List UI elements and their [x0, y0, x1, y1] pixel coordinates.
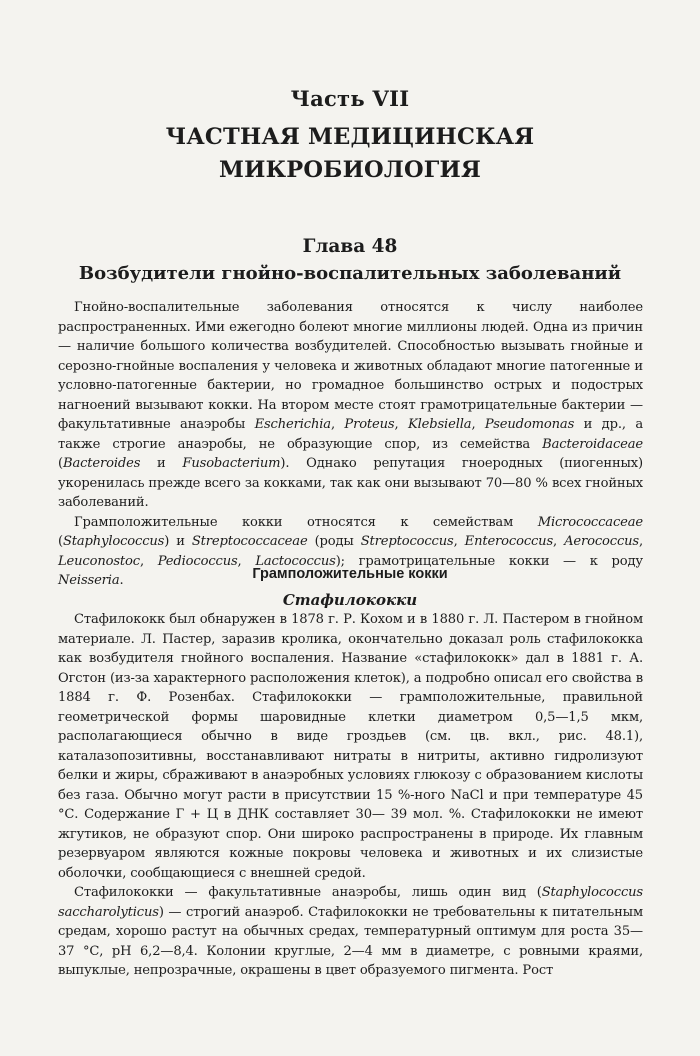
- part-title-line2: МИКРОБИОЛОГИЯ: [219, 157, 481, 183]
- part-title-line1: ЧАСТНАЯ МЕДИЦИНСКАЯ: [165, 124, 535, 150]
- chapter-label: Глава 48: [302, 236, 398, 257]
- intro-paragraph-2: Грамположительные кокки относятся к семействам Micrococcaceae (Staphylococcus) и Streptococcaceae (роды Streptococcus, Enterococcus, Aerococcus, Leuconostoc, Pediococcus, Lactococcus); грамотрицательные кокки — к роду Neisseria.: [58, 514, 644, 588]
- staphylococci-text: [58, 610, 643, 981]
- staph-paragraph-2: Стафилококки — факультативные анаэробы, лишь один вид (Staphylococcus saccharolyticus) — строгий анаэроб. Стафилококки не требовательны к питательным средам, хорошо растут на обычных средах, температурный оптимум для роста 35—37 °С, рН 6,2—8,4. Колонии круглые, 2—4 мм в диаметре, с ровными краями, выпуклые, непрозрачные, окрашены в цвет образуемого пигмента. Рост: [58, 885, 643, 978]
- staph-paragraph-1: Стафилококк был обнаружен в 1878 г. Р. Кохом и в 1880 г. Л. Пастером в гнойном материале. Л. Пастер, заразив кролика, окончательно доказал роль стафилококка как возбудителя гнойного воспаления. Название «стафилококк» дал в 1881 г. А. Огстон (из-за характерного расположения клеток), а подробно описал его свойства в 1884 г. Ф. Розенбах. Стафилококки — грамположительные, правильной геометрической формы шаровидные клетки диаметром 0,5—1,5 мкм, располагающиеся обычно в виде гроздьев (см. цв. вкл., рис. 48.1), каталазопозитивны, восстанавливают нитраты в нитриты, активно гидролизуют белки и жиры, сбраживают в анаэробных условиях глюкозу с образованием кислоты без газа. Обычно могут расти в присутствии 15 %-ного NaCl и при температуре 45 °С. Содержание Г + Ц в ДНК составляет 30— 39 мол. %. Стафилококки не имеют жгутиков, не образуют спор. Они широко распространены в природе. Их главным резервуаром являются кожные покровы человека и животных и их слизистые оболочки, сообщающиеся с внешней средой.: [58, 612, 643, 881]
- part-label: Часть VII: [290, 86, 410, 111]
- part-title: [0, 121, 700, 187]
- intro-paragraph-1: Гнойно-воспалительные заболевания относятся к числу наиболее распространенных. Ими ежегодно болеют многие миллионы людей. Одна из причин — наличие большого количества возбудителей. Способностью вызывать гнойные и серозно-гнойные воспаления у человека и животных обладают многие патогенные и условно-патогенные бактерии, но громадное большинство острых и подострых нагноений вызывают кокки. На втором месте стоят грамотрицательные бактерии — факультативные анаэробы Escherichia, Proteus, Klebsiella, Pseudomonas и др., а также строгие анаэробы, не образующие спор, из семейства Bacteroidaceae (Bacteroides и Fusobacterium). Однако репутация гноеродных (пиогенных) укоренилась прежде всего за кокками, так как они вызывают 70—80 % всех гнойных заболеваний.: [58, 300, 643, 510]
- subsection-heading: Стафилококки: [282, 591, 418, 609]
- section-heading: Грамположительные кокки: [252, 566, 448, 582]
- chapter-title: Возбудители гнойно-воспалительных заболеваний: [78, 263, 622, 284]
- intro-text: [58, 298, 643, 591]
